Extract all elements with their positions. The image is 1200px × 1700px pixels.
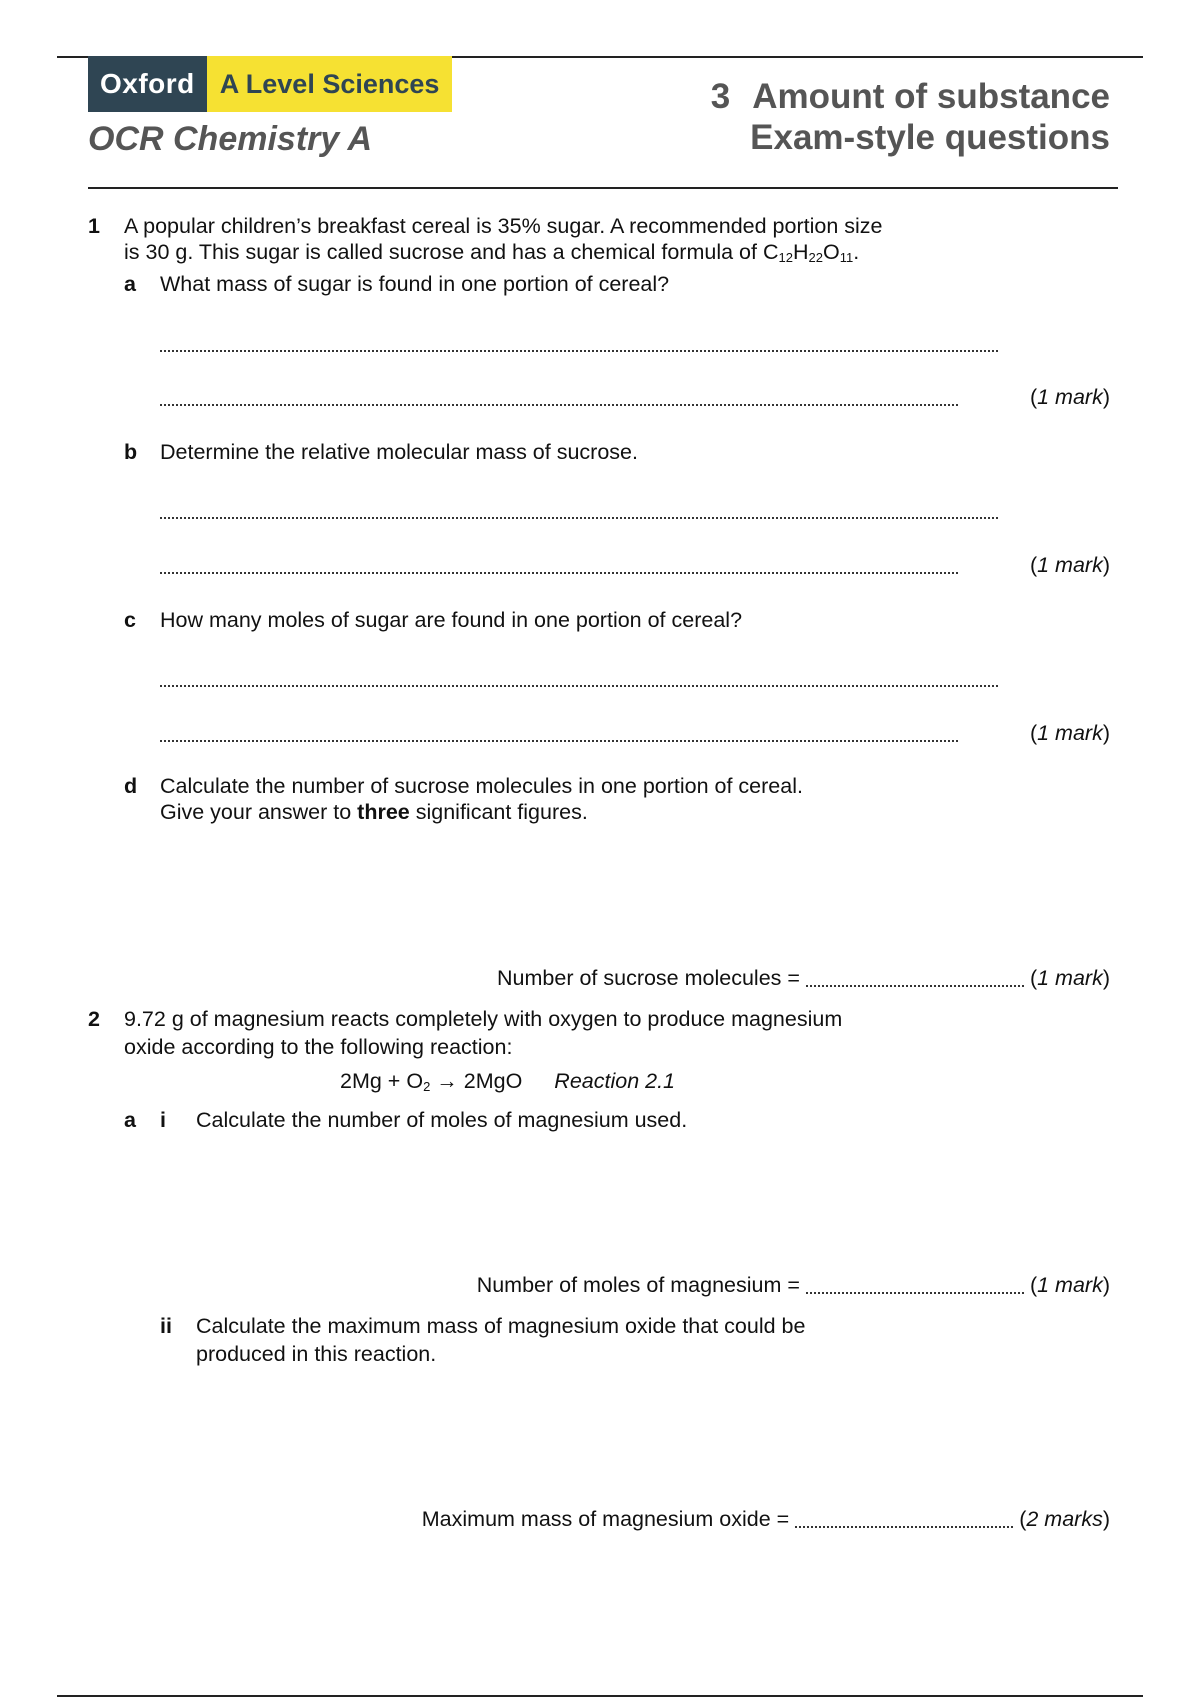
q2aii-mark: (2 marks) [1019, 1507, 1110, 1531]
chapter-heading [711, 76, 1110, 158]
q1a-letter: a [124, 272, 136, 296]
q1b-mark: (1 mark) [1029, 553, 1110, 577]
brand-series: A Level Sciences [207, 56, 453, 112]
q1a-text: What mass of sugar is found in one portion of cereal? [160, 272, 670, 296]
q2aii-answer-field[interactable] [795, 1526, 1013, 1528]
header-bottom-rule [88, 187, 1118, 189]
q1d-answer-field[interactable] [806, 985, 1024, 987]
q2ai-numeral: i [160, 1108, 166, 1132]
q1c-answer-line-1[interactable] [160, 685, 998, 687]
chapter-subtitle: Exam-style questions [750, 118, 1110, 157]
q2ai-mark: (1 mark) [1029, 1273, 1110, 1297]
q2aii-text-line1: Calculate the maximum mass of magnesium oxide that could be [196, 1314, 806, 1338]
q1d-text-line2: Give your answer to three significant figures. [160, 800, 588, 824]
chapter-title: Amount of substance [752, 77, 1110, 116]
q1a-answer-line-2[interactable] [160, 404, 958, 406]
q1d-mark: (1 mark) [1029, 966, 1110, 990]
q1a-answer-line-1[interactable] [160, 350, 998, 352]
question-number-2: 2 [88, 1007, 100, 1031]
q1c-mark: (1 mark) [1029, 721, 1110, 745]
q2ai-answer-label: Number of moles of magnesium = [476, 1273, 800, 1297]
bottom-rule [57, 1695, 1143, 1697]
q2aii-answer-row [422, 1507, 1110, 1532]
q1-stem-line1: A popular children’s breakfast cereal is 35% sugar. A recommended portion size [124, 214, 883, 238]
q2ai-text: Calculate the number of moles of magnesium used. [196, 1108, 688, 1132]
q1b-text: Determine the relative molecular mass of sucrose. [160, 440, 638, 464]
equation-lhs: 2Mg + O [340, 1069, 424, 1093]
q1c-letter: c [124, 608, 136, 632]
q2-stem-line1: 9.72 g of magnesium reacts completely with oxygen to produce magnesium [124, 1007, 843, 1031]
q2aii-numeral: ii [160, 1314, 172, 1338]
subject-title: OCR Chemistry A [88, 120, 373, 158]
q1-stem-line2 [124, 238, 859, 266]
q1b-answer-line-1[interactable] [160, 517, 998, 519]
q1d-text-line1: Calculate the number of sucrose molecules in one portion of cereal. [160, 774, 803, 798]
equation-rhs: → 2MgO [430, 1069, 523, 1093]
q1-stem-line2-text: is 30 g. This sugar is called sucrose and has a chemical formula of [124, 240, 763, 264]
q2-stem-line2: oxide according to the following reaction: [124, 1035, 513, 1059]
q1c-text: How many moles of sugar are found in one portion of cereal? [160, 608, 743, 632]
q1c-answer-line-2[interactable] [160, 740, 958, 742]
q2ai-answer-row [477, 1273, 1110, 1298]
sucrose-formula: $C_{12}H_{22}O_{11}$. [762, 240, 860, 265]
q1d-letter: d [124, 774, 138, 798]
q2aii-answer-label: Maximum mass of magnesium oxide = [421, 1507, 790, 1531]
brand-oxford: Oxford [88, 56, 207, 112]
question-number-1: 1 [88, 214, 100, 238]
q2aii-text-line2: produced in this reaction. [196, 1342, 437, 1366]
brand-logo [88, 56, 452, 112]
q1b-letter: b [124, 440, 138, 464]
q1b-answer-line-2[interactable] [160, 572, 958, 574]
chapter-number: 3 [710, 77, 731, 116]
q1d-answer-label: Number of sucrose molecules = [497, 966, 800, 990]
q2a-letter: a [124, 1108, 136, 1132]
q2ai-answer-field[interactable] [806, 1292, 1024, 1294]
reaction-label: Reaction 2.1 [554, 1069, 676, 1093]
q1a-mark: (1 mark) [1029, 385, 1110, 409]
q1d-answer-row [497, 966, 1110, 991]
reaction-equation: $2Mg + O_2 \to 2MgO$ Reaction 2.1 [340, 1069, 676, 1094]
emphasis-three: three [357, 800, 410, 824]
